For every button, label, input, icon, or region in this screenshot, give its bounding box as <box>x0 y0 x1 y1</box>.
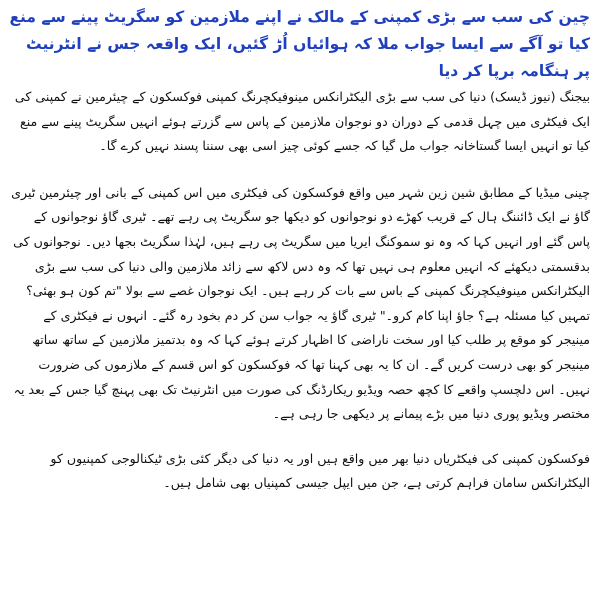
article-headline: چین کی سب سے بڑی کمپنی کے مالک نے اپنے ملازمین کو سگریٹ پینے سے منع کیا تو آگے سے ایسا جواب ملا کہ ہوائیاں اُڑ گئیں، ایک واقعہ جس نے انٹرنیٹ پر ہنگامہ برپا کر دیا <box>9 8 590 80</box>
paragraph-spacer <box>8 427 590 447</box>
article-paragraph-1: چینی میڈیا کے مطابق شین زین شہر میں واقع فوکسکون کی فیکٹری میں اس کمپنی کے بانی اور چیئرمین ٹیری گاؤ نے ایک ڈائننگ ہال کے قریب کھڑے دو نوجوانوں کو دیکھا جو سگریٹ پی رہے تھے۔ ٹیری گاؤ نوجوانوں کے پاس گئے اور انہیں کہا کہ وہ نو سموکنگ ایریا میں سگریٹ پی رہے ہیں، لہٰذا سگریٹ بجھا دیں۔ نوجوانوں کی بدقسمتی دیکھئے کہ انہیں معلوم ہی نہیں تھا کہ وہ دس لاکھ سے زائد ملازمین والی دنیا کی سب سے بڑی الیکٹرانکس مینوفیکچرنگ کمپنی کے باس سے بات کر رہے ہیں۔ ایک نوجوان غصے سے بولا "تم کون ہو بھئی؟ تمہیں کیا مسئلہ ہے؟ جاؤ اپنا کام کرو۔" ٹیری گاؤ یہ جواب سن کر دم بخود رہ گئے۔ انہوں نے فیکٹری کے مینیجر کو موقع پر طلب کیا اور سخت ناراضی کا اظہار کرتے ہوئے کہا کہ وہ بدتمیز ملازمین کے ساتھ ساتھ مینیجر کو بھی درست کریں گے۔ ان کا یہ بھی کہنا تھا کہ فوکسکون کو اس قسم کے ملازموں کی ضرورت نہیں۔ اس دلچسپ واقعے کا کچھ حصہ ویڈیو ریکارڈنگ کی صورت میں انٹرنیٹ تک بھی پہنچ گیا جس کے بعد یہ مختصر ویڈیو پوری دنیا میں بڑے پیمانے پر دیکھی جا رہی ہے۔ <box>11 184 590 422</box>
article-lead-paragraph: بیجنگ (نیوز ڈیسک) دنیا کی سب سے بڑی الیکٹرانکس مینوفیکچرنگ کمپنی فوکسکون کے چیئرمین نے کمپنی کی ایک فیکٹری میں چہل قدمی کے دوران دو نوجوان ملازمین کے پاس سے گزرتے ہوئے انہیں سگریٹ پینے سے منع کیا تو انہیں ایسا گستاخانہ جواب مل گیا کہ جسے کوئی چیز اسی بھی سننا پسند نہیں کرے گا۔ <box>14 89 590 154</box>
article-paragraph-2: فوکسکون کمپنی کی فیکٹریاں دنیا بھر میں واقع ہیں اور یہ دنیا کی دیگر کئی بڑی ٹیکنالوجی کمپنیوں کو الیکٹرانکس سامان فراہم کرتی ہے، جن میں ایپل جیسی کمپنیاں بھی شامل ہیں۔ <box>50 450 590 491</box>
paragraph-spacer <box>8 159 590 181</box>
